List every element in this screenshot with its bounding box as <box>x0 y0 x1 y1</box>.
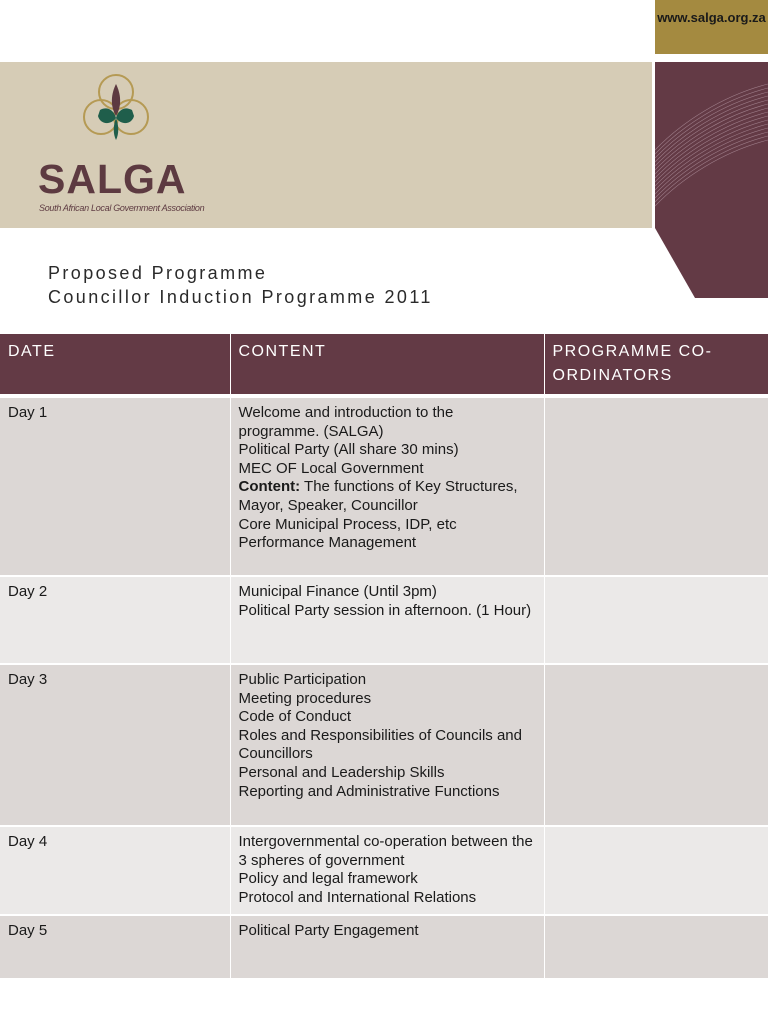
content-text: The functions of Key Structures, Mayor, Speaker, Councillor <box>238 478 518 514</box>
content-cell <box>230 915 544 979</box>
coordinators-cell <box>544 396 768 576</box>
content-cell <box>230 826 544 915</box>
column-header-date: DATE <box>0 334 230 396</box>
date-cell: Day 5 <box>0 915 230 979</box>
content-line: Welcome and introduction to the programme. (SALGA) <box>238 404 454 440</box>
content-line <box>239 478 536 515</box>
coordinators-cell <box>544 576 768 664</box>
content-line: Policy and legal framework <box>238 870 418 888</box>
document-title: Proposed Programme <box>48 263 268 283</box>
column-header-coordinators: PROGRAMME CO-ORDINATORS <box>544 334 768 396</box>
content-cell <box>230 576 544 664</box>
content-line: Protocol and International Relations <box>238 888 477 906</box>
content-line: Reporting and Administrative Functions <box>238 782 500 800</box>
coordinators-cell <box>544 664 768 826</box>
table-row <box>0 915 768 979</box>
coordinators-cell <box>544 826 768 915</box>
date-cell: Day 3 <box>0 664 230 826</box>
column-header-content: CONTENT <box>230 334 544 396</box>
decorative-wave-panel <box>652 62 768 298</box>
content-label: Content: <box>238 478 301 496</box>
salga-emblem-icon <box>80 72 152 152</box>
content-line: Political Party Engagement <box>238 922 419 939</box>
content-line: Public Participation <box>238 671 367 688</box>
date-cell: Day 4 <box>0 826 230 915</box>
content-line: Code of Conduct <box>238 708 352 726</box>
header-banner <box>0 62 652 228</box>
date-cell: Day 1 <box>0 396 230 576</box>
content-line: MEC OF Local Government <box>238 459 424 477</box>
content-line: Political Party session in afternoon. (1 Hour) <box>238 601 532 619</box>
logo-tagline: South African Local Government Association <box>39 203 205 213</box>
content-line: Performance Management <box>238 534 417 552</box>
website-url: www.salga.org.za <box>655 0 768 54</box>
content-cell <box>230 396 544 576</box>
document-titles <box>48 261 433 309</box>
coordinators-cell <box>544 915 768 979</box>
content-line: Roles and Responsibilities of Councils and Councillors <box>238 726 522 763</box>
table-row <box>0 576 768 664</box>
table-row <box>0 664 768 826</box>
table-row <box>0 826 768 915</box>
table-row <box>0 396 768 576</box>
content-line: Meeting procedures <box>238 689 372 707</box>
date-cell: Day 2 <box>0 576 230 664</box>
programme-table <box>0 334 768 980</box>
content-cell <box>230 664 544 826</box>
document-subtitle: Councillor Induction Programme 2011 <box>48 287 433 307</box>
content-line: Personal and Leadership Skills <box>238 763 445 781</box>
content-line: Political Party (All share 30 mins) <box>238 441 459 459</box>
content-line: Core Municipal Process, IDP, etc <box>238 515 457 533</box>
logo-wordmark: SALGA <box>38 156 187 202</box>
table-header-row <box>0 334 768 396</box>
content-line: Intergovernmental co-operation between the 3 spheres of government <box>238 833 533 869</box>
content-line: Municipal Finance (Until 3pm) <box>238 583 437 600</box>
